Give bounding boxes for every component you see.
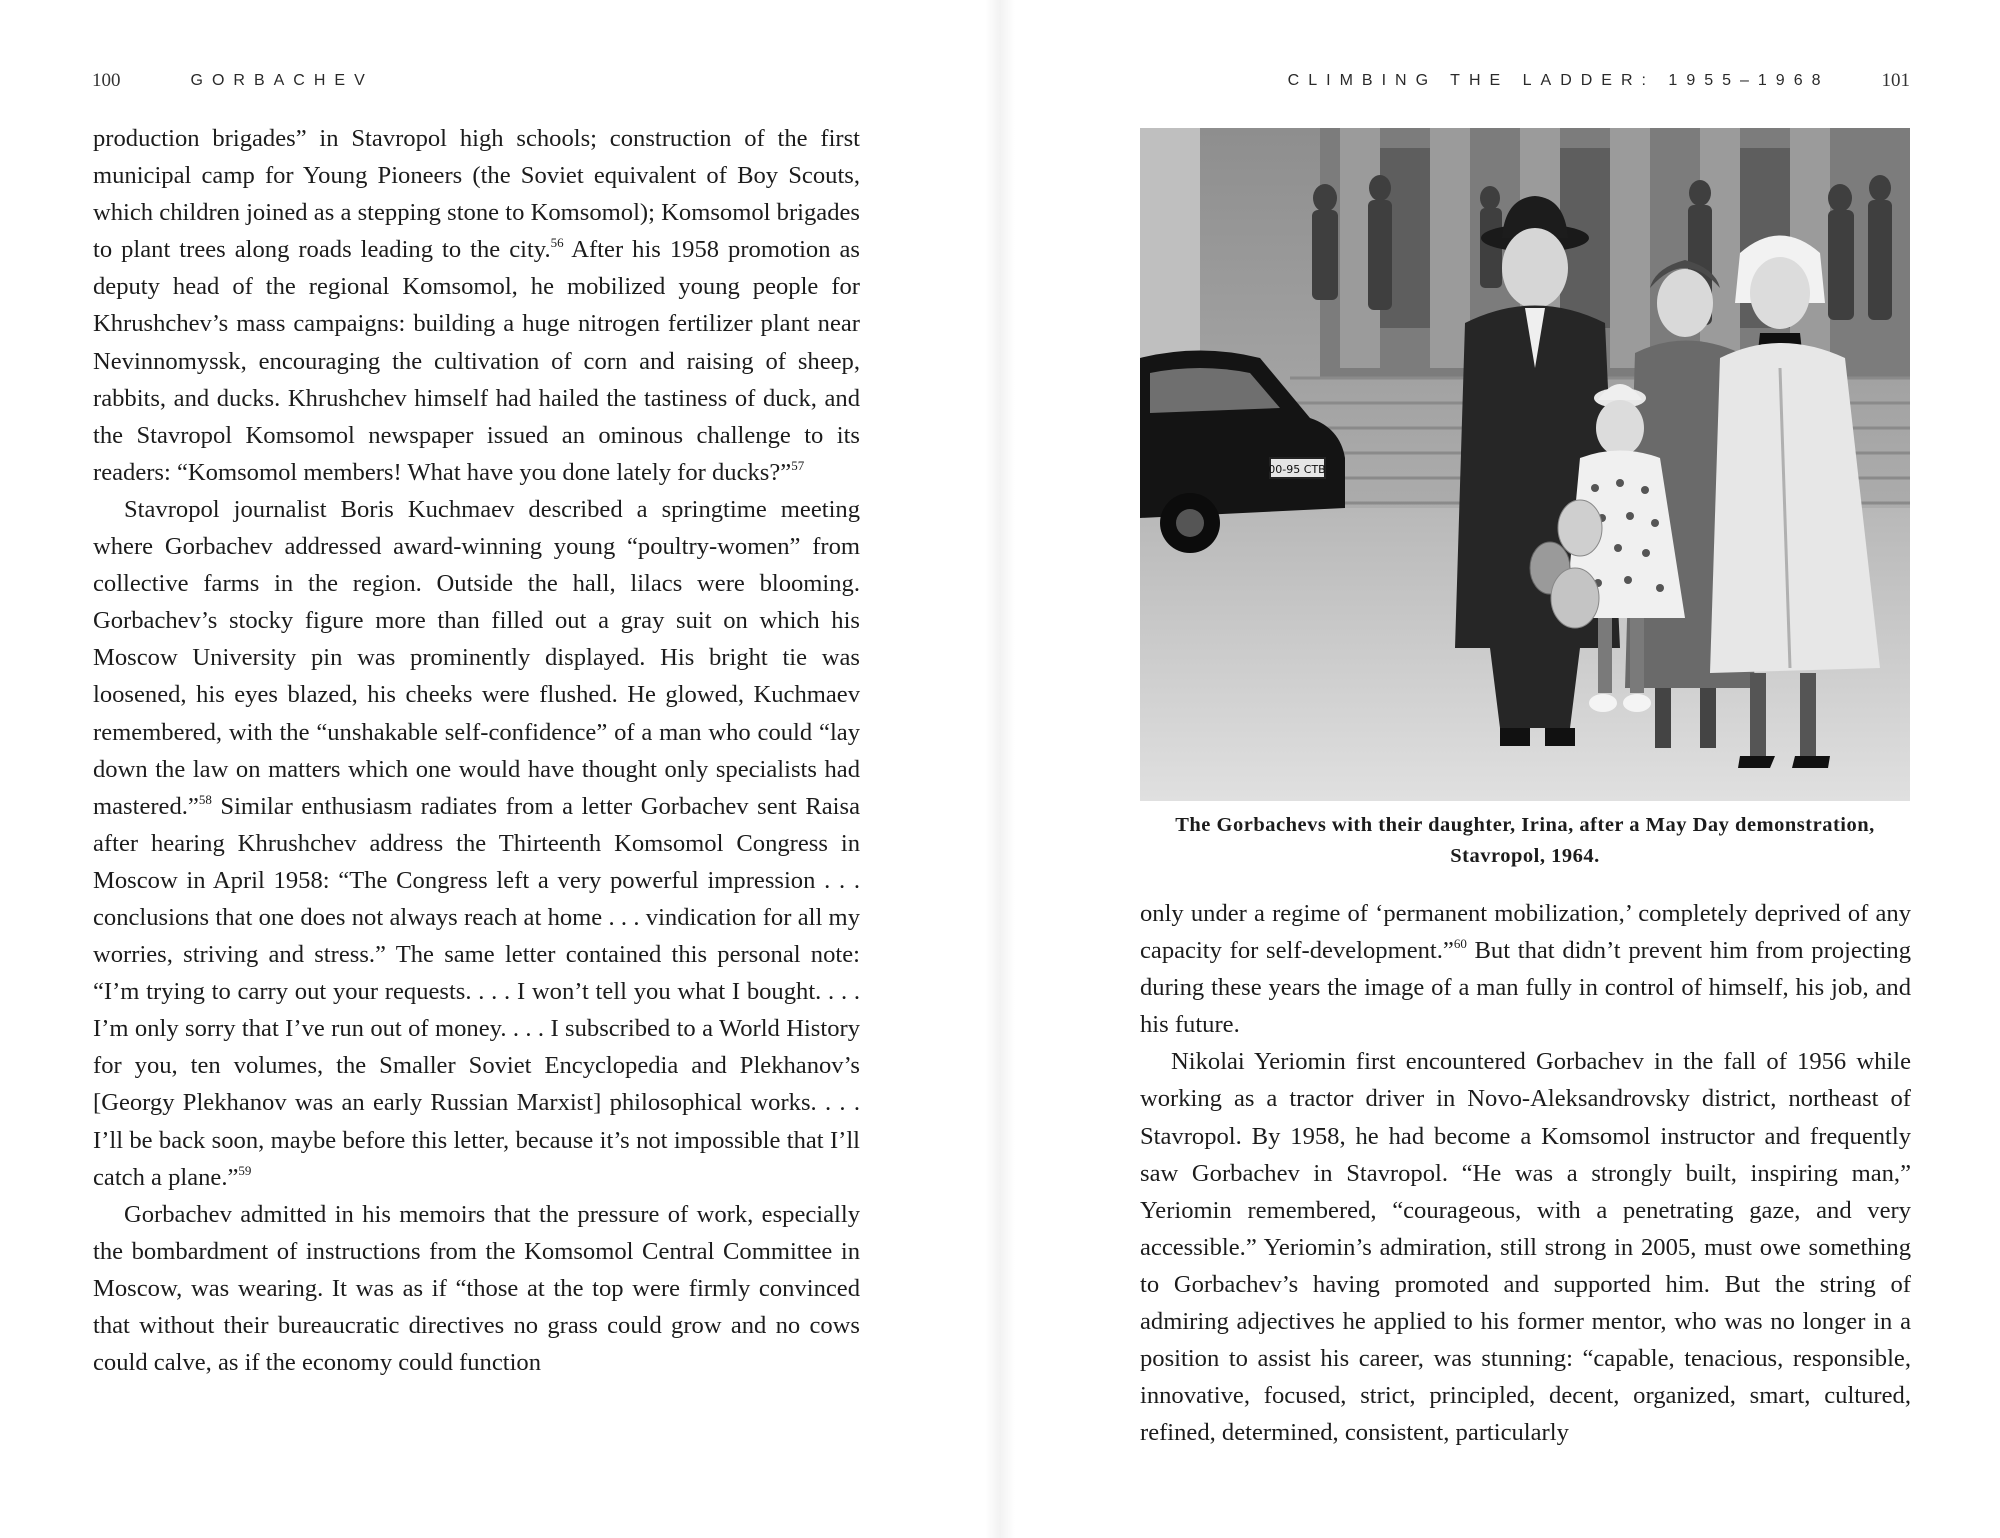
footnote-marker: 60 [1453, 936, 1467, 952]
left-running-title: GORBACHEV [190, 72, 374, 89]
paragraph [93, 120, 860, 491]
footnote-marker: 59 [238, 1162, 252, 1178]
paragraph [1140, 895, 1911, 1043]
footnote-marker: 58 [198, 791, 212, 807]
text-run: After his 1958 promotion as deputy head of the regional Komsomol, he mobilized young people for Khrushchev’s mass campaigns: building a huge nitrogen fertilizer plant near Nevinnomyssk, encouraging the cultivation of corn and raising of sheep, rabbits, and ducks. Khrushchev himself had hailed the tastiness of duck, and the Stavropol Komsomol newspaper issued an ominous challenge to its readers: “Komsomol members! What have you done lately for ducks?” [93, 236, 860, 486]
right-running-title: CLIMBING THE LADDER: 1955–1968 [1287, 72, 1830, 89]
paragraph [1140, 1043, 1911, 1451]
left-body-text [93, 120, 860, 1381]
car-license-plate: 00-95 СТВ [1268, 463, 1326, 476]
left-folio: 100 [92, 70, 121, 91]
text-run: production brigades” in Stavropol high schools; construction of the first municipal camp for Young Pioneers (the Soviet equivalent of Boy Scouts, which children joined as a stepping stone to Komsomol); Komsomol brigades to plant trees along roads leading to the city. [93, 125, 860, 264]
paragraph [93, 1196, 860, 1381]
text-run: But that didn’t prevent him from projecting during these years the image of a man fully in control of himself, his job, and his future. [1140, 937, 1911, 1039]
footnote-marker: 57 [791, 457, 805, 473]
text-run: Stavropol journalist Boris Kuchmaev described a springtime meeting where Gorbachev addressed award-winning young “poultry-women” from collective farms in the region. Outside the hall, lilacs were blooming. Gorbachev’s stocky figure more than filled out a gray suit on which his Moscow University pin was prominently displayed. His bright tie was loosened, his eyes blazed, his cheeks were flushed. He glowed, Kuchmaev remembered, with the “unshakable self-confidence” of a man who could “lay down the law on matters which one would have thought only specialists had mastered.” [93, 495, 860, 820]
right-running-head [1288, 66, 1910, 96]
right-body-text [1140, 895, 1911, 1451]
left-running-head [92, 66, 374, 96]
paragraph [93, 491, 860, 1196]
photo-caption: The Gorbachevs with their daughter, Irina, after a May Day demonstration, Stavropol, 1964. [1175, 814, 1875, 867]
text-run: only under a regime of ‘permanent mobilization,’ completely deprived of any capacity for self-development.” [1140, 900, 1911, 965]
right-folio: 101 [1881, 70, 1910, 91]
text-run: Gorbachev admitted in his memoirs that the pressure of work, especially the bombardment of instructions from the Komsomol Central Committee in Moscow, was wearing. It was as if “those at the top were firmly convinced that without their bureaucratic directives no grass could grow and no cows could calve, as if the economy could function [93, 1200, 860, 1377]
family-photograph [1140, 128, 1910, 801]
footnote-marker: 56 [550, 235, 564, 251]
text-run: Nikolai Yeriomin first encountered Gorbachev in the fall of 1956 while working as a tractor driver in Novo-Aleksandrovsky district, northeast of Stavropol. By 1958, he had become a Komsomol instructor and frequently saw Gorbachev in Stavropol. “He was a strongly built, inspiring man,” Yeriomin remembered, “courageous, with a penetrating gaze, and very accessible.” Yeriomin’s admiration, still strong in 2005, must owe something to Gorbachev’s having promoted and supported him. But the string of admiring adjectives he applied to his former mentor, who was no longer in a position to assist his career, was stunning: “capable, tenacious, responsible, innovative, focused, strict, principled, decent, organized, smart, cultured, refined, determined, consistent, particularly [1140, 1048, 1911, 1447]
text-run: Similar enthusiasm radiates from a letter Gorbachev sent Raisa after hearing Khrushchev address the Thirteenth Komsomol Congress in Moscow in April 1958: “The Congress left a very powerful impression . . . conclusions that one does not always reach at home . . . vindication for all my worries, striving and stress.” The same letter contained this personal note: “I’m trying to carry out your requests. . . . I won’t tell you what I bought. . . . I’m only sorry that I’ve run out of money. . . . I subscribed to a World History for you, ten volumes, the Smaller Soviet Encyclopedia and Plekhanov’s [Georgy Plekhanov was an early Russian Marxist] philosophical works. . . . I’ll be back soon, maybe before this letter, because it’s not impossible that I’ll catch a plane.” [93, 792, 860, 1191]
